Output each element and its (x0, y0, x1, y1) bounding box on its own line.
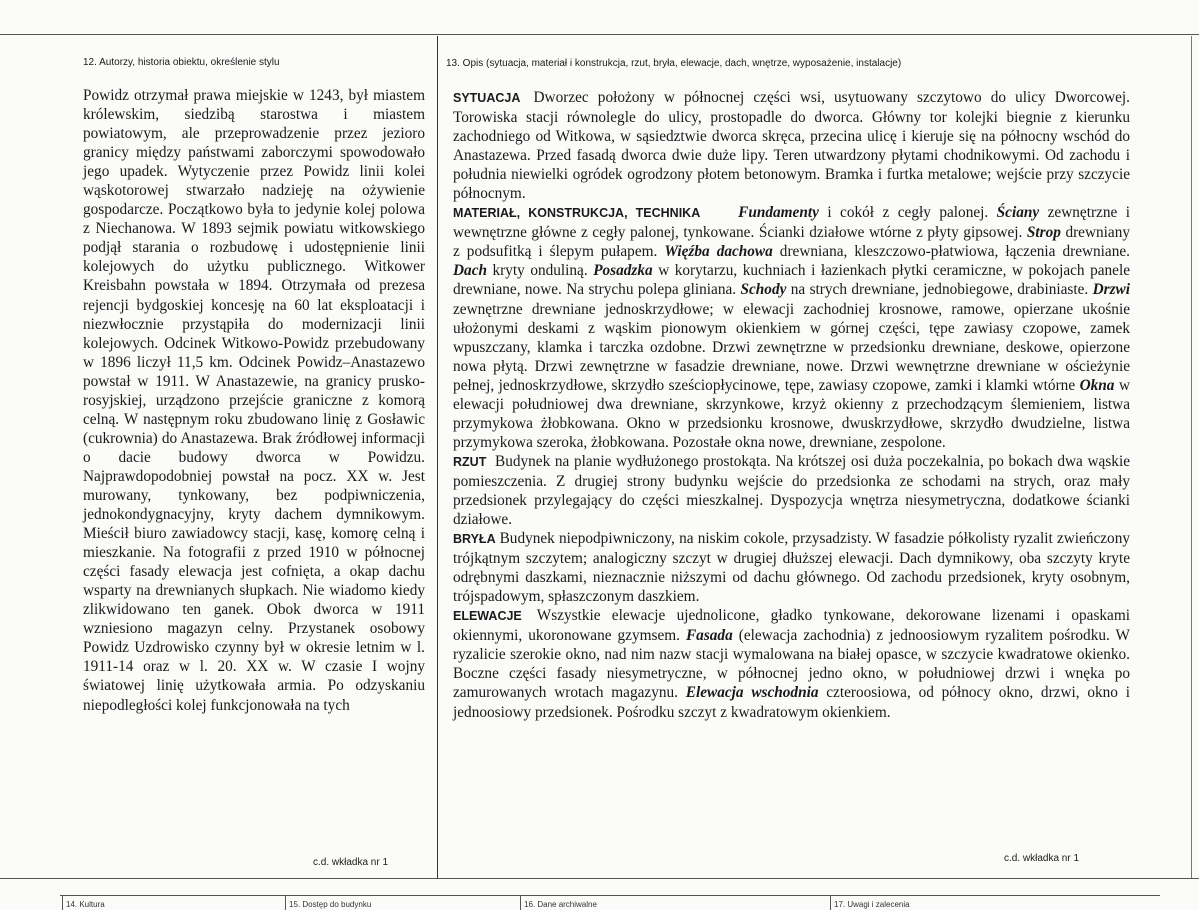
material-t7: na strych drewniane, jednobiegowe, drabiniaste. (786, 281, 1093, 299)
kw-wiezba: Więźba dachowa (664, 243, 773, 261)
footer-tab-edge-16 (520, 896, 521, 910)
kw-strop: Strop (1026, 224, 1061, 242)
kw-fasada: Fasada (685, 627, 733, 645)
rzut-paragraph (453, 452, 1130, 529)
rzut-label: RZUT (453, 454, 487, 469)
kw-okna: Okna (1079, 376, 1115, 394)
kw-schody: Schody (740, 281, 787, 299)
bryla-paragraph (453, 529, 1130, 606)
material-t1: i cokół z cegły palonej. (818, 204, 997, 222)
material-t2: zewnętrzne i wewnętrzne główne z cegły palonej, tynkowane. Ścianki działowe wtórne z płyty gipsowej. (453, 204, 1130, 242)
material-label: MATERIAŁ, KONSTRUKCJA, TECHNIKA (453, 206, 701, 221)
kw-sciany: Ściany (996, 204, 1040, 222)
kw-elewacja-wschodnia: Elewacja wschodnia (685, 684, 819, 702)
footer-tab-edge-14 (62, 896, 63, 910)
rzut-body: Budynek na planie wydłużonego prostokąta. Na krótszej osi duża poczekalnia, po bokach dwa wąskie pomieszczenia. Z drugiej strony budynku wejście do przedsionka ze schodami na strych, oraz mały przedsionek przylegający do części mieszkalnej. Dyspozycja wnętrza niesymetryczna, dodatkowe ścianki działowe. (453, 452, 1130, 529)
section-12-heading: 12. Autorzy, historia obiektu, określenie stylu (83, 57, 280, 68)
continuation-note-left: c.d. wkładka nr 1 (313, 857, 389, 868)
description-text (453, 88, 1130, 722)
elewacje-paragraph (453, 606, 1130, 721)
elewacje-t2: (elewacja zachodnia) z jednoosiowym ryzalitem pośrodku. W ryzalicie szerokie okno, nad nim nazw stacji wymalowana na białej opasce, w szczycie kwadratowe okienko. Boczne części fasady niesymetryczne, w północnej jedno okno, w południowej drzwi i wnęka po zamurowanych wrotach magazynu. (453, 627, 1130, 702)
elewacje-label: ELEWACJE (453, 609, 522, 624)
footer-tab-14: 14. Kultura (66, 900, 105, 909)
kw-drzwi: Drzwi (1092, 281, 1130, 299)
material-t3: drewniany z podsufitką i ślepym pułapem. (453, 224, 1131, 261)
footer-tab-edge-17 (830, 896, 831, 910)
sytuacja-paragraph (453, 88, 1130, 203)
footer-tab-15: 15. Dostęp do budynku (289, 900, 372, 909)
material-t5: kryty onduliną. (487, 262, 594, 280)
footer-tab-16: 16. Dane archiwalne (524, 900, 597, 909)
sytuacja-body: Dworzec położony w północnej części wsi, usytuowany szczytowo do ulicy Dworcowej. Torowiska stacji równolegle do ulicy, prostopadle do dworca. Główny tor kolejki biegnie z kierunku zachodniego od Witkowa, w sąsiedztwie dworca skręca, przecina ulicę i kieruje się na północny wschód do Anastazewa. Przed fasadą dworca dwie duże lipy. Teren utwardzony płytami chodnikowymi. Od zachodu i południa niewielki ogródek ogrodzony płotem betonowym. Bramka i furtka metalowe; wejście przy szczycie północnym. (453, 89, 1130, 203)
right-edge-line (1191, 36, 1192, 878)
bryla-body: Budynek niepodpiwniczony, na niskim cokole, przysadzisty. W fasadzie półkolisty ryzalit zwieńczony trójkątnym szczytem; analogiczny szczyt w drugiej dłuższej elewacji. Dach dymnikowy, oba szczyty kryte odrębnymi daszkami, nieznacznie niższymi od dachu głównego. Od zachodu przedsionek, kryty osobnym, trójspadowym, spłaszczonym daszkiem. (453, 530, 1130, 606)
bottom-border (0, 878, 1199, 879)
continuation-note-right: c.d. wkładka nr 1 (1004, 853, 1080, 864)
material-t9: w elewacji południowej dwa drewniane, skrzynkowe, krzyż okienny z przechodzącym ślemieniem, listwa przymykowa żłobkowana. Okno w przedsionku krosnowe, dwuskrzydłowe, skrzydło dwudzielne, listwa przymykowa szeroka, żłobkowana. Pozostałe okna nowe, drewniane, zespolone. (453, 376, 1130, 451)
elewacje-t1: Wszystkie elewacje ujednolicone, gładko tynkowane, dekorowane lizenami i opaskami okiennymi, ukoronowane gzymsem. (453, 607, 1130, 645)
footer-rule (60, 895, 1160, 896)
column-divider (437, 36, 438, 878)
sytuacja-label: SYTUACJA (453, 91, 521, 105)
material-t4: drewniana, kleszczowo-płatwiowa, łączenia drewniane. (772, 243, 1130, 261)
kw-posadzka: Posadzka (593, 262, 653, 280)
history-text: Powidz otrzymał prawa miejskie w 1243, był miastem królewskim, siedzibą starostwa i miastem powiatowym, ale przeprowadzenie przez jezioro granicy między państwami zaborczymi spowodowało jego upadek. Wytyczenie przez Powidz linii kolei wąskotorowej stwarzało nadzieję na ożywienie gospodarcze. Początkowo była to jedynie kolej polowa z Niechanowa. W 1893 sejmik powiatu witkowskiego podjął starania o rozbudowę i udostępnienie linii kolejowych do użytku publicznego. Witkower Kreisbahn powstała w 1894. Otrzymała od prezesa rejencji bydgoskiej koncesję na 60 lat eksploatacji i niezwłocznie przystąpiła do modernizacji linii kolejowych. Odcinek Witkowo-Powidz przebudowany w 1896 liczył 11,5 km. Odcinek Powidz–Anastazewo powstał w 1911. W Anastazewie, na granicy prusko-rosyjskiej, urządzono przejście graniczne z komorą celną. W następnym roku zbudowano linię z Gosławic (cukrownia) do Anastazewa. Brak źródłowej informacji o dacie budowy dworca w Powidzu. Najprawdopodobniej powstał na pocz. XX w. Jest murowany, tynkowany, bez podpiwniczenia, jednokondygnacyjny, kryty dachem dymnikowym. Mieścił biuro zawiadowcy stacji, kasę, komorę celną i mieszkanie. Na fotografii z przed 1910 w północnej części fasady elewacja jest cofnięta, a okap dachu wsparty na drewnianych słupkach. Nie wiadomo kiedy zlikwidowano ten ganek. Obok dworca w 1911 wzniesiono magazyn celny. Przystanek osobowy Powidz Uzdrowisko czynny był w okresie letnim w l. 1911-14 oraz w l. 20. XX w. W czasie I wojny światowej linię użytkowała armia. Po odzyskaniu niepodległości kolej funkcjonowała na tych (83, 87, 425, 714)
kw-dach: Dach (453, 262, 487, 280)
footer-tab-edge-15 (285, 896, 286, 910)
material-paragraph (453, 203, 1130, 452)
elewacje-t3: czteroosiowa, od północy okno, drzwi, okno i jednoosiowy przedsionek. Pośrodku szczyt z kwadratowym okienkiem. (453, 684, 1130, 721)
kw-fundamenty: Fundamenty (738, 204, 819, 222)
bryla-label: BRYŁA (453, 532, 496, 547)
footer-tab-17: 17. Uwagi i zalecenia (834, 900, 910, 909)
section-13-heading: 13. Opis (sytuacja, materiał i konstrukcja, rzut, bryła, elewacje, dach, wnętrze, wyposażenie, instalacje) (446, 58, 902, 69)
material-t8: zewnętrzne drewniane jednoskrzydłowe; w elewacji zachodniej krosnowe, ramowe, opierzane ukośnie ułożonymi deskami z wąskim pionowym okienkiem w górnej części, tępe zawiasy czopowe, zamek wpuszczany, klamka i tarczka ozdobne. Drzwi zewnętrzne w przedsionku drewniane, deskowe, opierzone nowa płytą. Drzwi zewnętrzne w fasadzie drewniane, nowe. Drzwi wewnętrzne drewniane w ościeżynie pełnej, jednoskrzydłowe, skrzydło sześciopłycinowe, tępe, zawiasy czopowe, zamki i klamki wtórne (453, 300, 1130, 394)
top-border (0, 34, 1199, 35)
material-t6: w korytarzu, kuchniach i łazienkach płytki ceramiczne, w pokojach panele drewniane, nowe. Na strychu polepa gliniana. (453, 262, 1130, 299)
